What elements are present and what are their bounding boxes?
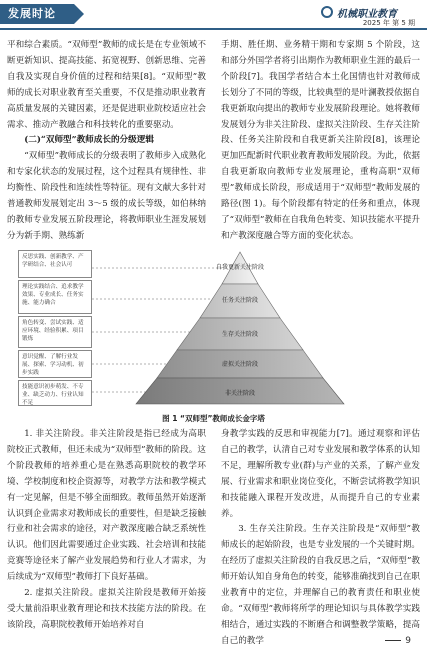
growth-pyramid-figure (18, 246, 414, 406)
issue-info: 2025 年 第 5 期 (362, 19, 415, 27)
paragraph: 身教学实践的反思和审视能力[7]。通过观察和评估自己的教学，认清自己对专业发展和教学体系的认知不足，理解所教专业(群)与产业的关系，了解产业发展、行业需求和职业岗位变化，不断尝试将教学知识和技能融入课程开发改进，从而提升自己的专业素养。 (221, 429, 420, 519)
paragraph: 1. 非关注阶段。非关注阶段是指已经成为高职院校正式教师，但还未成为“双师型”教师的阶段。这个阶段教师的培养重心是在熟悉高职院校的教学环境、学校制度和校企资源等，对教学方法和教学模式有一定见解，但是不够全面细致。教师虽然开始逐渐认识到企业需求对教师成长的重要性，但是缺乏接触行业和社会需求的途径，对产教深度融合缺乏系统性认识。他们因此需要通过企业实践、社会培训和技能竞赛等途径来了解产业发展趋势和行业人才需求，为后续成为“双师型”教师打下良好基础。 (7, 429, 206, 583)
stage-description-box: 反思实践、创新教学、产学研结合、社会认可 (18, 250, 92, 278)
paragraph: “双师型”教师成长的分级表明了教师步入成熟化和专家化状态的发展过程，这个过程具有规律性、非均衡性、阶段性和连续性等特征。现有文献大多针对普通教师发展划定出 3～5 级的成长等级，如伯林纳的教师专业发展五阶段理论，将教师职业生涯发展划分为新手期、熟练新 (7, 151, 206, 241)
journal-emblem-icon (321, 6, 333, 18)
stage-label: 非关注阶段 (224, 390, 255, 397)
column-left-bottom (7, 427, 206, 634)
paragraph: 平和综合素质。“双师型”教师的成长是在专业领域不断更新知识、提高技能、拓宽视野、创新思维、完善自我及实现自身价值的过程和结果[8]。“双师型”教师的成长对职业教育至关重要，不仅是推动职业教育高质量发展的关键因素，还是促进职业院校适应社会需求、推动产教融合和科技转化的重要驱动。 (7, 40, 206, 130)
page-header (0, 0, 427, 36)
stage-description-box: 理论实践结合、追求教学效果、专业成长、任务实施、能力确合 (18, 280, 92, 314)
column-right-bottom (221, 427, 420, 650)
paragraph: 手期、胜任期、业务精干期和专家期 5 个阶段，这和部分外国学者将引出期作为教师职业生涯的最后一个阶段[7]。我国学者结合本土化国情也针对教师成长划分了不同的等级，比较典型的是叶澜教授依据自我更新取向提出的教师专业发展阶段理论。她将教师发展划分为非关注阶段、虚拟关注阶段、生存关注阶段、任务关注阶段和自我更新关注阶段[8]，该理论更加匹配新时代职业教育教师发展阶段。为此，依据自我更新取向教师专业发展理论，重构高职“双师型”教师成长阶段，形成适用于“双师型”教师发展的路径(图 1)。每个阶段都有特定的任务和重点，体现了“双师型”教师在自我角色转变、知识技能水平提升和产教深度融合等方面的变化状态。 (221, 40, 420, 241)
figure-caption: 图 1 “双师型”教师成长金字塔 (162, 414, 265, 423)
column-left-top (7, 38, 206, 245)
stage-label: 虚拟关注阶段 (221, 361, 258, 368)
section-heading: (二)“双师型”教师成长的分级逻辑 (24, 135, 154, 146)
header-rule (0, 28, 427, 30)
page-number: 9 (385, 636, 411, 646)
journal-logo (321, 5, 417, 19)
paragraph: 3. 生存关注阶段。生存关注阶段是“双师型”教师成长的起始阶段，也是专业发展的一个关键时期。在经历了虚拟关注阶段的自我反思之后，“双师型”教师开始认知自身角色的转变，能够准确找到自己在职业教育中的定位，并理解自己的教育责任和职业使命。“双师型”教师将所学的理论知识与具体教学实践相结合，通过实践的不断磨合和调整教学策略，提高自己的教学 (221, 524, 420, 646)
stage-description-box: 角色转变、尝试实践、适应环境、经验积累、项目锻炼 (18, 316, 92, 348)
journal-title: 机械职业教育 (337, 8, 397, 20)
stage-description-box: 技能意识初步萌发、不专业、缺乏动力、行业认知不足 (18, 380, 92, 406)
paragraph: 2. 虚拟关注阶段。虚拟关注阶段是教师开始接受大量前沿职业教育理论和技术技能方法的阶段。在该阶段，高职院校教师开始培养对自 (7, 588, 206, 630)
stage-label: 任务关注阶段 (221, 297, 258, 304)
section-tag: 发展时论 (0, 4, 74, 24)
stage-label: 自我更新关注阶段 (215, 264, 264, 271)
column-right-top (221, 38, 420, 245)
stage-description-box: 意识觉醒、了解行业发展、探索、学习动机、初步实践 (18, 350, 92, 378)
stage-label: 生存关注阶段 (221, 331, 258, 338)
